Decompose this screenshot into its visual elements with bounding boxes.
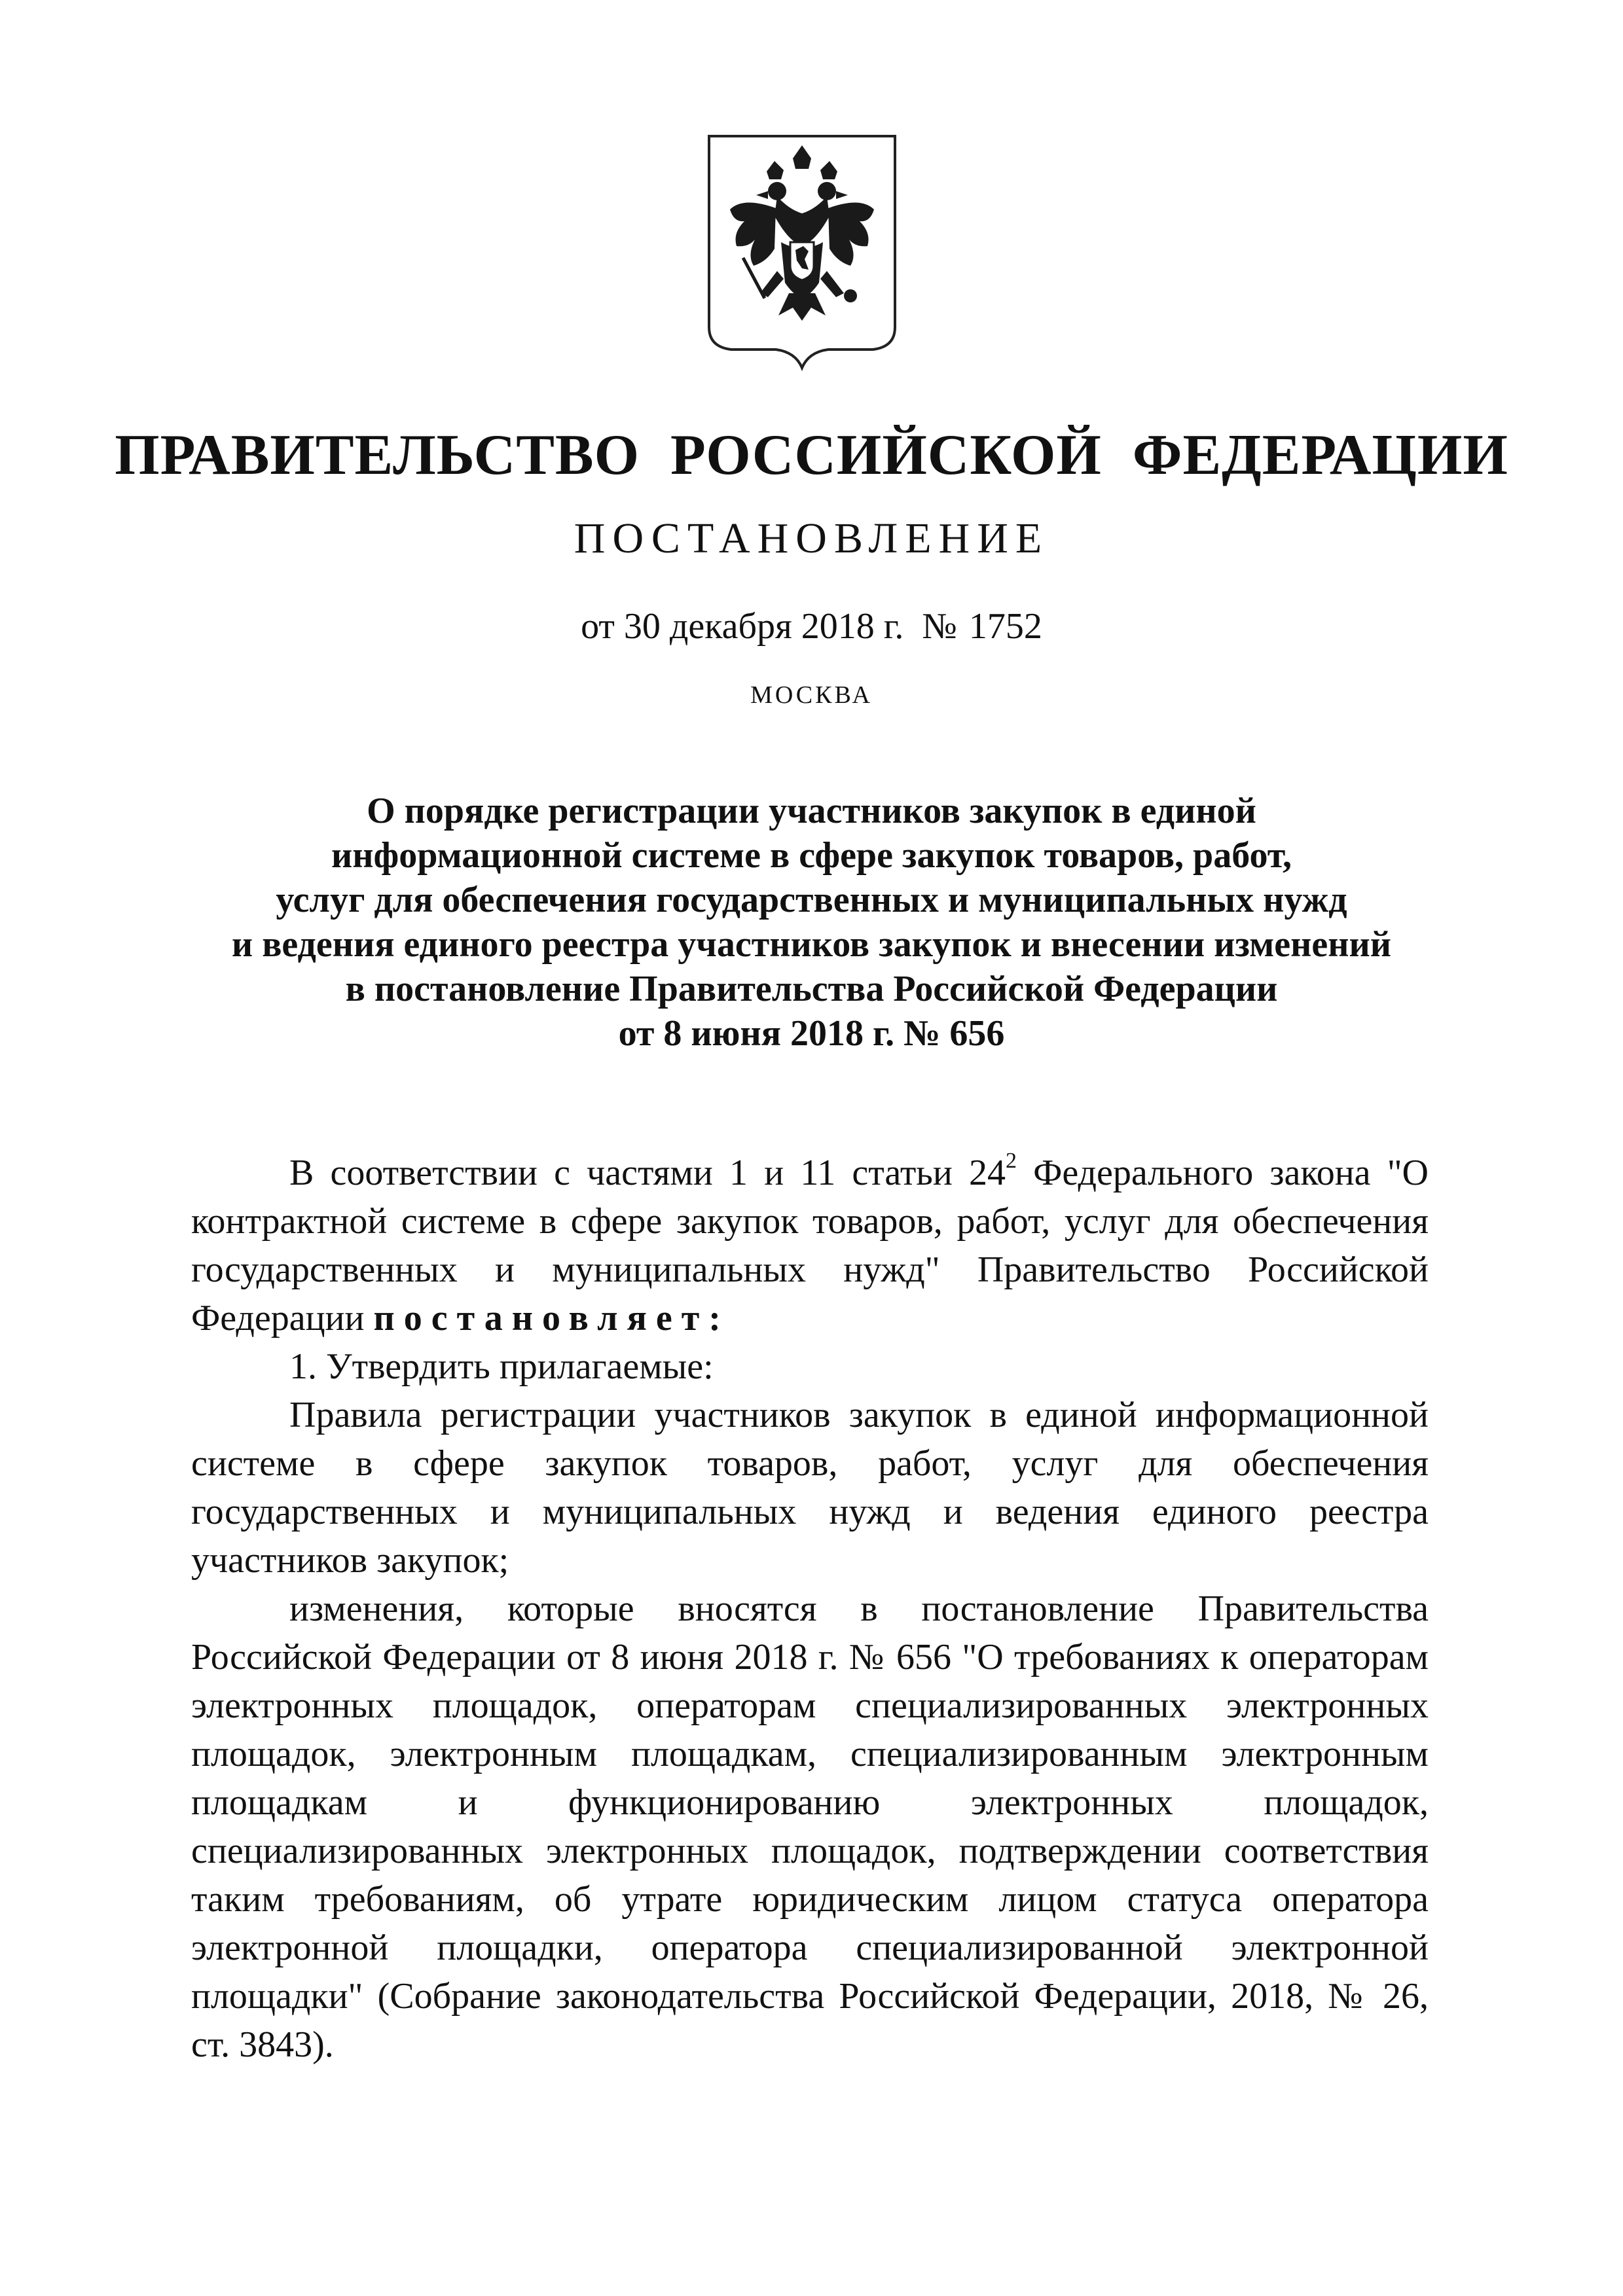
document-body bbox=[191, 1149, 1429, 2069]
preamble-rest: Федерального закона "О контрактной системе в сфере закупок товаров, работ, услуг для обеспечения государственных и муниципальных нужд" Правительство Российской Федерации bbox=[191, 1153, 1429, 1338]
subject-line: О порядке регистрации участников закупок в единой bbox=[367, 791, 1256, 831]
subject-line: информационной системе в сфере закупок товаров, работ, bbox=[331, 835, 1292, 876]
item-1-paragraph: 1. Утвердить прилагаемые: bbox=[289, 1346, 714, 1387]
article-superscript: 2 bbox=[1005, 1149, 1017, 1173]
document-type: ПОСТАНОВЛЕНИЕ bbox=[574, 514, 1049, 562]
preamble-start: В соответствии с частями 1 и 11 статьи 24 bbox=[289, 1153, 1006, 1193]
number-sign: № bbox=[922, 606, 957, 647]
changes-paragraph: изменения, которые вносятся в постановление Правительства Российской Федерации от 8 июня 2018 г. № 656 "О требованиях к операторам электронных площадок, операторам специализированных электронных площадок, электронным площадкам, специализированным электронным площадкам и функционированию электронных площадок, специализированных электронных площадок, подтверждении соответствия таким требованиям, об утрате юридическим лицом статуса оператора электронной площадки, оператора специализированной электронной площадки" (Собрание законодательства Российской Федерации, 2018, № 26, ст. 3843). bbox=[191, 1588, 1429, 2065]
city bbox=[0, 681, 1623, 709]
city-text: МОСКВА bbox=[750, 681, 873, 709]
date-text: от 30 декабря 2018 г. bbox=[581, 606, 904, 647]
subject-line: в постановление Правительства Российской Федерации bbox=[345, 969, 1278, 1009]
preamble-paragraph bbox=[191, 1149, 1429, 1342]
document-number: 1752 bbox=[968, 606, 1042, 647]
subject-line: и ведения единого реестра участников закупок и внесении изменений bbox=[231, 924, 1392, 965]
government-title: ПРАВИТЕЛЬСТВО РОССИЙСКОЙ ФЕДЕРАЦИИ bbox=[115, 423, 1508, 487]
document-subject bbox=[0, 789, 1623, 1056]
rules-paragraph: Правила регистрации участников закупок в единой информационной системе в сфере закупок товаров, работ, услуг для обеспечения государственных и муниципальных нужд и ведения единого реестра участников закупок; bbox=[191, 1395, 1429, 1581]
decrees-word: постановляет: bbox=[373, 1298, 730, 1338]
russian-coat-of-arms-icon bbox=[704, 131, 900, 373]
subject-line: услуг для обеспечения государственных и муниципальных нужд bbox=[276, 880, 1347, 920]
subject-line: от 8 июня 2018 г. № 656 bbox=[618, 1013, 1005, 1054]
document-date bbox=[0, 605, 1623, 647]
